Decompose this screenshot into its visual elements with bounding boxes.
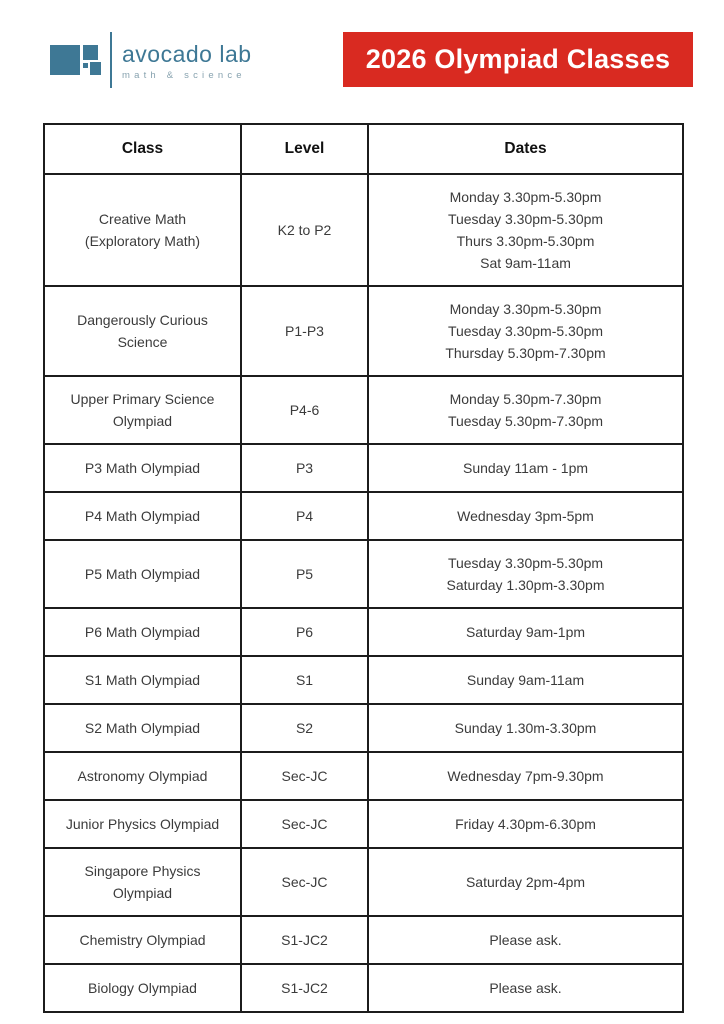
class-cell xyxy=(44,540,241,608)
dates-cell xyxy=(368,174,683,286)
cell-line: Biology Olympiad xyxy=(88,980,197,996)
dates-cell xyxy=(368,286,683,376)
table-row xyxy=(44,608,683,656)
dates-cell xyxy=(368,540,683,608)
table-row xyxy=(44,752,683,800)
class-cell xyxy=(44,848,241,916)
class-cell xyxy=(44,752,241,800)
dates-cell xyxy=(368,704,683,752)
cell-line: Thurs 3.30pm-5.30pm xyxy=(456,233,595,249)
cell-line: Singapore Physics xyxy=(84,863,201,879)
dates-cell xyxy=(368,492,683,540)
level-cell: S1-JC2 xyxy=(241,964,368,1012)
cell-line: S2 Math Olympiad xyxy=(84,720,201,736)
logo-tagline: math & science xyxy=(122,70,246,82)
table-row xyxy=(44,492,683,540)
dates-cell xyxy=(368,444,683,492)
class-cell xyxy=(44,376,241,444)
cell-line: P6 Math Olympiad xyxy=(84,624,201,640)
cell-line: Upper Primary Science xyxy=(70,391,215,407)
title-banner xyxy=(343,32,693,87)
cell-line: (Exploratory Math) xyxy=(84,233,201,249)
avocado-lab-logo xyxy=(50,32,252,90)
level-cell: S1-JC2 xyxy=(241,916,368,964)
class-cell xyxy=(44,492,241,540)
logo-square-medium xyxy=(83,45,98,60)
logo-square-small xyxy=(90,62,101,75)
level-cell: P4 xyxy=(241,492,368,540)
cell-line: Monday 3.30pm-5.30pm xyxy=(449,301,602,317)
cell-line: Monday 3.30pm-5.30pm xyxy=(449,189,602,205)
table-row xyxy=(44,656,683,704)
logo-square-tiny xyxy=(83,63,88,68)
cell-line: Olympiad xyxy=(112,413,173,429)
table-row xyxy=(44,848,683,916)
cell-line: P3 Math Olympiad xyxy=(84,460,201,476)
table-row xyxy=(44,174,683,286)
cell-line: Olympiad xyxy=(112,885,173,901)
cell-line: Saturday 2pm-4pm xyxy=(465,874,586,890)
table-row xyxy=(44,800,683,848)
cell-line: Tuesday 3.30pm-5.30pm xyxy=(447,323,604,339)
column-header-class: Class xyxy=(44,124,241,174)
level-cell: K2 to P2 xyxy=(241,174,368,286)
cell-line: Sunday 9am-11am xyxy=(466,672,585,688)
table-header-row xyxy=(44,124,683,174)
cell-line: Sunday 1.30m-3.30pm xyxy=(454,720,597,736)
dates-cell xyxy=(368,608,683,656)
cell-line: Sunday 11am - 1pm xyxy=(462,460,589,476)
table-row xyxy=(44,964,683,1012)
column-header-level: Level xyxy=(241,124,368,174)
cell-line: Science xyxy=(117,334,168,350)
table-row xyxy=(44,704,683,752)
cell-line: Please ask. xyxy=(489,980,562,996)
dates-cell xyxy=(368,848,683,916)
logo-divider xyxy=(110,32,112,88)
cell-line: Thursday 5.30pm-7.30pm xyxy=(445,345,606,361)
logo-square-large xyxy=(50,45,80,75)
cell-line: P5 Math Olympiad xyxy=(84,566,201,582)
classes-table xyxy=(43,123,684,1013)
cell-line: Tuesday 3.30pm-5.30pm xyxy=(447,211,604,227)
table-row xyxy=(44,916,683,964)
cell-line: Chemistry Olympiad xyxy=(79,932,206,948)
level-cell: Sec-JC xyxy=(241,752,368,800)
cell-line: Sat 9am-11am xyxy=(480,255,571,271)
table-row xyxy=(44,444,683,492)
class-cell xyxy=(44,656,241,704)
cell-line: Please ask. xyxy=(489,932,562,948)
level-cell: S1 xyxy=(241,656,368,704)
page-title: 2026 Olympiad Classes xyxy=(365,44,671,74)
level-cell: Sec-JC xyxy=(241,848,368,916)
cell-line: Wednesday 3pm-5pm xyxy=(457,508,594,524)
table-row xyxy=(44,376,683,444)
cell-line: Astronomy Olympiad xyxy=(77,768,208,784)
logo-squares-icon xyxy=(50,32,102,90)
level-cell: P4-6 xyxy=(241,376,368,444)
logo-name: avocado lab xyxy=(122,41,252,67)
cell-line: Wednesday 7pm-9.30pm xyxy=(447,768,604,784)
level-cell: Sec-JC xyxy=(241,800,368,848)
class-cell xyxy=(44,800,241,848)
class-cell xyxy=(44,174,241,286)
dates-cell xyxy=(368,916,683,964)
dates-cell xyxy=(368,964,683,1012)
level-cell: P1-P3 xyxy=(241,286,368,376)
level-cell: P3 xyxy=(241,444,368,492)
cell-line: P4 Math Olympiad xyxy=(84,508,201,524)
cell-line: Junior Physics Olympiad xyxy=(65,816,220,832)
level-cell: P6 xyxy=(241,608,368,656)
cell-line: Creative Math xyxy=(98,211,187,227)
table-row xyxy=(44,540,683,608)
class-cell xyxy=(44,608,241,656)
level-cell: S2 xyxy=(241,704,368,752)
class-cell xyxy=(44,704,241,752)
dates-cell xyxy=(368,656,683,704)
cell-line: S1 Math Olympiad xyxy=(84,672,201,688)
column-header-dates: Dates xyxy=(368,124,683,174)
level-cell: P5 xyxy=(241,540,368,608)
dates-cell xyxy=(368,752,683,800)
class-cell xyxy=(44,286,241,376)
classes-table-container xyxy=(43,123,682,1013)
cell-line: Saturday 9am-1pm xyxy=(465,624,586,640)
cell-line: Tuesday 3.30pm-5.30pm xyxy=(447,555,604,571)
cell-line: Saturday 1.30pm-3.30pm xyxy=(446,577,605,593)
cell-line: Dangerously Curious xyxy=(77,312,208,328)
dates-cell xyxy=(368,376,683,444)
table-row xyxy=(44,286,683,376)
class-cell xyxy=(44,916,241,964)
cell-line: Monday 5.30pm-7.30pm xyxy=(449,391,602,407)
class-cell xyxy=(44,444,241,492)
class-cell xyxy=(44,964,241,1012)
dates-cell xyxy=(368,800,683,848)
cell-line: Friday 4.30pm-6.30pm xyxy=(455,816,596,832)
cell-line: Tuesday 5.30pm-7.30pm xyxy=(447,413,604,429)
